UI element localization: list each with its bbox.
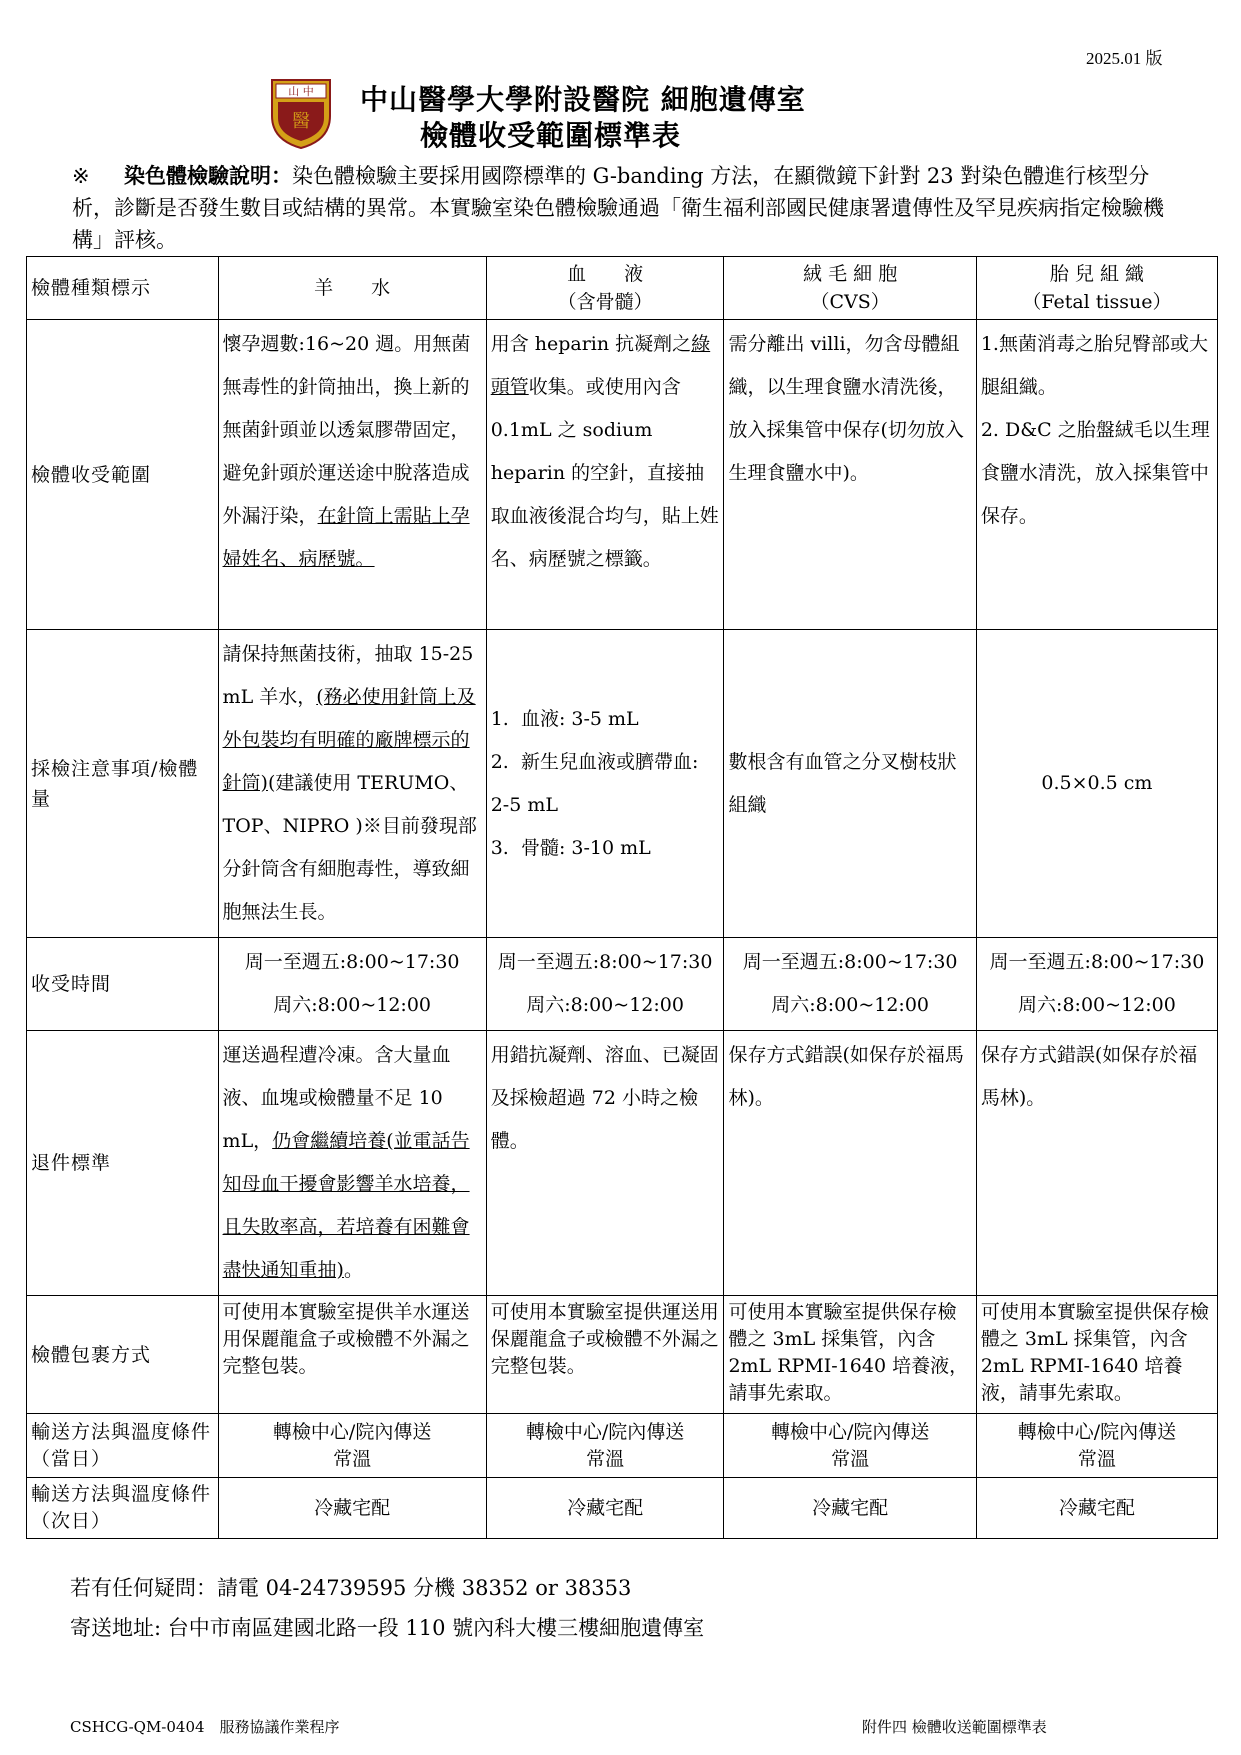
time-amniotic: 周一至週五:8:00~17:30 周六:8:00~12:00: [218, 938, 486, 1031]
scope-fetal: [976, 320, 1217, 630]
row-label-transport-next: 輸送方法與溫度條件（次日）: [27, 1478, 219, 1539]
collection-blood-3: 3. 骨髓: 3-10 mL: [490, 836, 651, 859]
table-row-reject: [27, 1031, 1218, 1296]
svg-text:醫: 醫: [292, 111, 310, 132]
header-label: 檢體種類標示: [27, 257, 219, 320]
row-label-collection: 採檢注意事項/檢體量: [27, 630, 219, 938]
reject-amniotic-underlined: 仍會繼續培養(並電話告知母血干擾會影響羊水培養，且失敗率高，若培養有困難會盡快通知重抽): [222, 1130, 470, 1281]
scope-blood-underlined: 綠頭管: [490, 333, 711, 398]
scope-amniotic-underlined: 在針筒上需貼上孕婦姓名、病歷號。: [222, 505, 470, 570]
reject-fetal: 保存方式錯誤(如保存於福馬林)。: [976, 1031, 1217, 1296]
scope-amniotic-text: 懷孕週數:16~20 週。用無菌無毒性的針筒抽出，換上新的無菌針頭並以透氣膠帶固定，避免針頭於運送途中脫落造成外漏汙染，: [222, 333, 471, 527]
row-label-scope: 檢體收受範圍: [27, 320, 219, 630]
collection-amniotic-c: (建議使用 TERUMO、TOP、NIPRO ): [222, 772, 469, 837]
row-label-time: 收受時間: [27, 938, 219, 1031]
mailing-address: 寄送地址: 台中市南區建國北路一段 110 號內科大樓三樓細胞遺傳室: [70, 1616, 705, 1640]
package-fetal: 可使用本實驗室提供保存檢體之 3mL 採集管，內含 2mL RPMI-1640 培養液，請事先索取。: [976, 1296, 1217, 1414]
transport-next-cvs: 冷藏宅配: [724, 1478, 976, 1539]
version-label: 2025.01 版: [1086, 49, 1163, 68]
page-title: 中山醫學大學附設醫院 細胞遺傳室: [360, 83, 806, 116]
time-cvs: 周一至週五:8:00~17:30 周六:8:00~12:00: [724, 938, 976, 1031]
table-row-transport-next: [27, 1478, 1218, 1539]
package-cvs: 可使用本實驗室提供保存檢體之 3mL 採集管，內含 2mL RPMI-1640 培養液，請事先索取。: [724, 1296, 976, 1414]
header-blood-line2: （含骨髓）: [557, 291, 653, 313]
row-label-package: 檢體包裹方式: [27, 1296, 219, 1414]
collection-amniotic-d: ※目前發現部分針筒含有細胞毒性，導致細胞無法生長。: [222, 815, 477, 923]
header-fetal-line2: （Fetal tissue）: [1022, 291, 1172, 313]
contact-phone: 若有任何疑問：請電 04-24739595 分機 38352 or 38353: [70, 1576, 632, 1600]
header-cvs-line2: （CVS）: [810, 291, 890, 313]
specimen-table: [26, 256, 1218, 1539]
package-amniotic: 可使用本實驗室提供羊水運送用保麗龍盒子或檢體不外漏之完整包裝。: [218, 1296, 486, 1414]
header-fetal-line1: 胎 兒 組 織: [1049, 263, 1144, 285]
reject-amniotic: 運送過程遭冷凍。含大量血液、血塊或檢體量不足 10 mL，仍會繼續培養(並電話告知母血干擾會影響羊水培養，且失敗率高，若培養有困難會盡快通知重抽)。: [218, 1031, 486, 1296]
collection-blood-1: 1. 血液: 3-5 mL: [490, 707, 639, 730]
scope-fetal-item-1: 1.無菌消毒之胎兒臀部或大腿組織。: [980, 333, 1208, 398]
header-fetal: [976, 257, 1217, 320]
transport-today-cvs: 轉檢中心/院內傳送 常溫: [724, 1414, 976, 1478]
reject-cvs: 保存方式錯誤(如保存於福馬林)。: [724, 1031, 976, 1296]
transport-next-blood: 冷藏宅配: [486, 1478, 724, 1539]
package-blood: 可使用本實驗室提供運送用保麗龍盒子或檢體不外漏之完整包裝。: [486, 1296, 724, 1414]
collection-fetal: 0.5×0.5 cm: [976, 630, 1217, 938]
svg-text:山 中: 山 中: [288, 85, 314, 98]
row-label-reject: 退件標準: [27, 1031, 219, 1296]
transport-next-amniotic: 冷藏宅配: [218, 1478, 486, 1539]
table-row-time: [27, 938, 1218, 1031]
transport-today-amniotic: 轉檢中心/院內傳送 常溫: [218, 1414, 486, 1478]
row-label-transport-today: 輸送方法與溫度條件（當日）: [27, 1414, 219, 1478]
transport-today-blood: 轉檢中心/院內傳送 常溫: [486, 1414, 724, 1478]
page-subtitle: 檢體收受範圍標準表: [420, 119, 682, 152]
collection-amniotic: [218, 630, 486, 938]
header-cvs: [724, 257, 976, 320]
table-row-scope: [27, 320, 1218, 630]
hospital-logo: [270, 78, 332, 150]
scope-cvs: 需分離出 villi，勿含母體組織，以生理食鹽水清洗後，放入採集管中保存(切勿放入生理食鹽水中)。: [724, 320, 976, 630]
attachment-label: 附件四 檢體收送範圍標準表: [862, 1718, 1047, 1736]
collection-blood-2: 2. 新生兒血液或臍帶血: 2-5 mL: [490, 750, 699, 816]
note-label: 染色體檢驗說明：: [124, 163, 292, 188]
scope-amniotic: [218, 320, 486, 630]
table-row-collection: [27, 630, 1218, 938]
time-blood: 周一至週五:8:00~17:30 周六:8:00~12:00: [486, 938, 724, 1031]
collection-amniotic-a: 請保持無菌技術，抽取 15-25 mL 羊水，: [222, 643, 474, 708]
scope-blood-text-a: 用含 heparin 抗凝劑之: [490, 333, 692, 355]
table-header-row: [27, 257, 1218, 320]
header-cvs-line1: 絨 毛 細 胞: [803, 263, 898, 285]
transport-today-fetal: 轉檢中心/院內傳送 常溫: [976, 1414, 1217, 1478]
scope-blood-text-c: 收集。或使用內含 0.1mL 之 sodium heparin 的空針，直接抽取血液後混合均勻，貼上姓名、病歷號之標籤。: [490, 376, 719, 570]
chromosome-note: [72, 160, 1182, 256]
scope-blood: [486, 320, 724, 630]
table-row-transport-today: [27, 1414, 1218, 1478]
reject-blood: 用錯抗凝劑、溶血、已凝固及採檢超過 72 小時之檢體。: [486, 1031, 724, 1296]
collection-amniotic-underlined: (務必使用針筒上及外包裝均有明確的廠牌標示的針筒): [222, 686, 476, 794]
scope-fetal-item-2: 2. D&C 之胎盤絨毛以生理食鹽水清洗，放入採集管中保存。: [980, 419, 1210, 527]
collection-cvs: 數根含有血管之分叉樹枝狀組織: [724, 630, 976, 938]
table-row-package: [27, 1296, 1218, 1414]
header-blood-line1: 血 液: [567, 263, 644, 285]
document-code: CSHCG-QM-0404 服務協議作業程序: [70, 1718, 340, 1736]
header-amniotic: 羊 水: [218, 257, 486, 320]
time-fetal: 周一至週五:8:00~17:30 周六:8:00~12:00: [976, 938, 1217, 1031]
collection-blood: [486, 630, 724, 938]
header-blood: [486, 257, 724, 320]
note-mark: ※: [72, 164, 90, 188]
transport-next-fetal: 冷藏宅配: [976, 1478, 1217, 1539]
note-text: 染色體檢驗主要採用國際標準的 G-banding 方法，在顯微鏡下針對 23 對染色體進行核型分析，診斷是否發生數目或結構的異常。本實驗室染色體檢驗通過「衛生福利部國民健康署遺傳性及罕見疾病指定檢驗機構」評核。: [72, 164, 1164, 252]
